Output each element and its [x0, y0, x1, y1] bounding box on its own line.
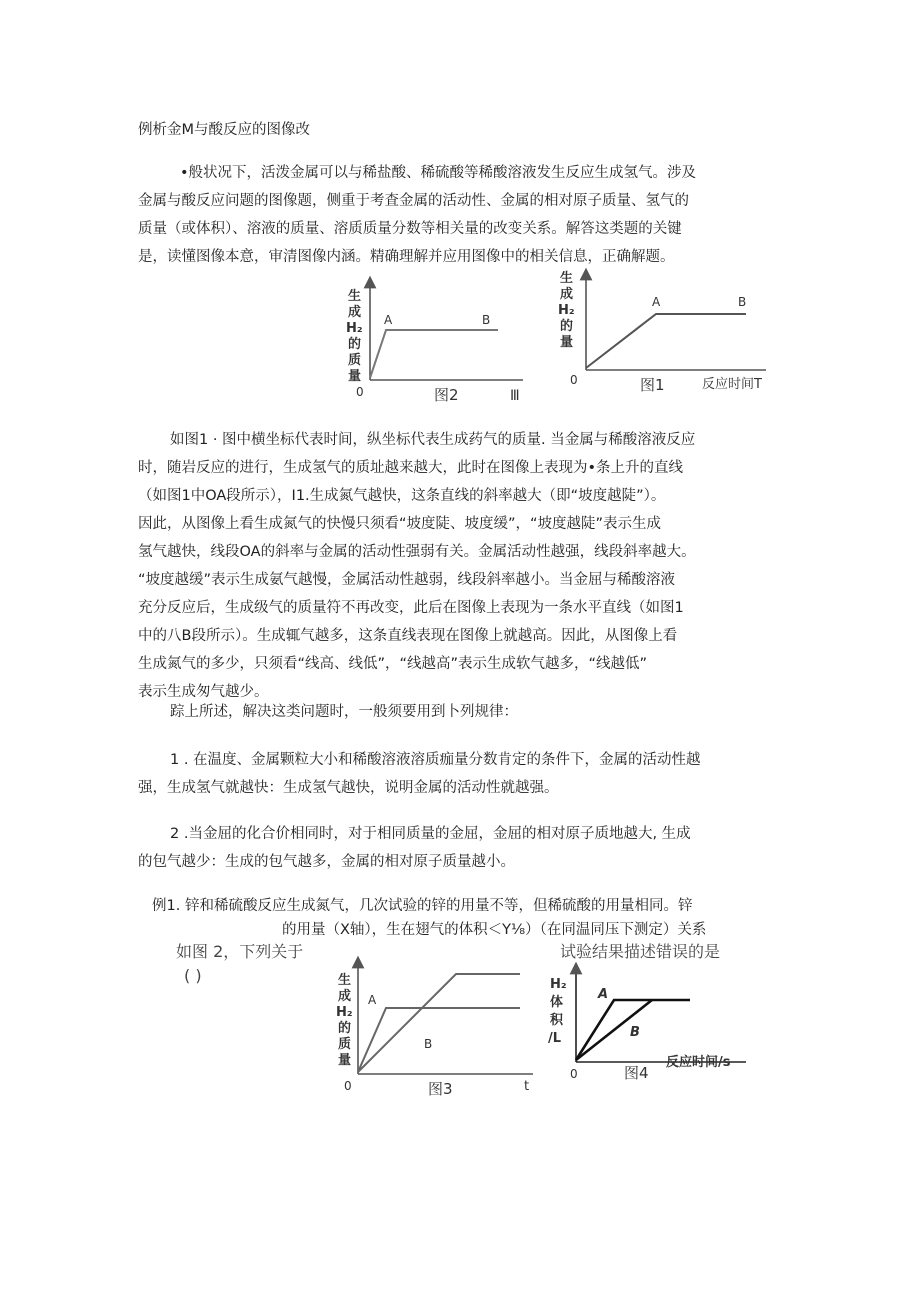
- point-a-label: A: [652, 295, 661, 309]
- curve-oab: [586, 314, 746, 368]
- example-left-bracket: ( ): [184, 966, 202, 985]
- point-b-label: B: [738, 295, 747, 309]
- point-a-label: A: [598, 987, 609, 1002]
- para1-line: 如图1 · 图中横坐标代表时间，纵坐标代表生成药气的质量. 当金属与稀酸溶液反应: [170, 432, 696, 448]
- page-title: 例析金M与酸反应的图像改: [138, 122, 311, 138]
- example-line: 例1. 锌和稀硫酸反应生成氮气，几次试验的锌的用量不等，但稀硫酸的用量相同。锌: [152, 898, 693, 914]
- para1-line: 氢气越快，线段OA的斜率与金属的活动性强弱有关。金属活动性越强，线段斜率越大。: [138, 544, 696, 560]
- curve-a: [358, 1008, 520, 1072]
- point-b-label: B: [630, 1025, 640, 1040]
- example-line: 的用量（X轴），生在翅气的体积＜Y⅛）（在同温同压下测定）关系: [282, 922, 707, 938]
- y-label-3: 积: [550, 1013, 564, 1028]
- y-label-1: H₂: [550, 977, 567, 992]
- y-label-1: 生: [560, 271, 574, 286]
- figure-caption: 图3: [428, 1080, 453, 1098]
- y-label-2: 成: [348, 305, 362, 320]
- y-label-4: /L: [548, 1031, 562, 1046]
- y-label-3: H₂: [346, 321, 363, 336]
- figure-caption: 图1: [640, 376, 665, 394]
- point-a-label: A: [384, 313, 393, 327]
- figure-3: [328, 944, 543, 1100]
- example-right-text: 试验结果描述错误的是: [560, 942, 721, 961]
- y-label-3: H₂: [336, 1005, 353, 1020]
- y-label-2: 成: [560, 287, 574, 302]
- y-label-6: 量: [348, 369, 362, 384]
- figure-1: [556, 262, 786, 404]
- y-label-2: 体: [550, 995, 564, 1010]
- intro-line: •般状况下，活泼金属可以与稀盐酸、稀硫酸等稀酸溶液发生反应生成氢气。涉及: [180, 165, 697, 181]
- point-b-label: B: [482, 313, 491, 327]
- curve-b: [576, 1000, 652, 1060]
- point-a-label: A: [368, 993, 377, 1007]
- y-label-4: 的: [338, 1021, 352, 1036]
- x-axis-label: 反应时间/s: [666, 1055, 731, 1070]
- figure-2: [338, 270, 538, 410]
- y-label-1: 生: [338, 973, 352, 988]
- x-axis-label: 反应时间T: [702, 377, 762, 392]
- y-label-2: 成: [338, 989, 352, 1004]
- figure-caption: 图4: [624, 1064, 649, 1082]
- y-label-4: 的: [348, 337, 362, 352]
- rule2-line: 的包气越少：生成的包气越多，金属的相对原子质量越小。: [138, 854, 515, 870]
- rule1-line: 强，生成氢气就越快：生成氢气越快，说明金属的活动性就越强。: [138, 780, 559, 796]
- point-b-label: B: [424, 1037, 433, 1051]
- example-left-text: 如图 2，下列关于: [176, 942, 304, 961]
- y-label-3: H₂: [558, 303, 575, 318]
- y-label-6: 量: [338, 1053, 352, 1068]
- figure-caption: 图2: [434, 386, 459, 404]
- origin-label: 0: [570, 373, 578, 387]
- x-axis-label: t: [524, 1079, 530, 1094]
- para1-line: 生成氮气的多少，只须看“线高、线低”，“线越高”表示生成软气越多，“线越低”: [138, 656, 648, 672]
- origin-label: 0: [344, 1079, 352, 1093]
- para1-line: 表示生成匆气越少。: [138, 684, 269, 700]
- x-axis-label: Ⅲ: [510, 388, 520, 404]
- y-label-5: 质: [348, 353, 362, 368]
- para1-line: 因此，从图像上看生成氮气的快慢只须看“坡度陡、坡度缓”，“坡度越陡”表示生成: [138, 516, 662, 532]
- para2: 踪上所述，解决这类问题时，一般须要用到卜列规律：: [170, 704, 518, 720]
- para1-line: 中的八B段所示）。生成辄气越多，这条直线表现在图像上就越高。因此，从图像上看: [138, 628, 678, 644]
- para1-line: 充分反应后，生成级气的质量符不再改变，此后在图像上表现为一条水平直线（如图1: [138, 600, 684, 616]
- y-label-1: 生: [348, 289, 362, 304]
- intro-line: 金属与酸反应问题的图像题，侧重于考査金属的活动性、金属的相对原子质量、氢气的: [138, 193, 689, 209]
- curve-oab: [370, 330, 498, 378]
- curve-b: [358, 974, 520, 1072]
- intro-line: 质量（或体积）、溶液的质量、溶质质量分数等相关量的改变关系。解答这类题的关键: [138, 221, 682, 237]
- origin-label: 0: [356, 385, 364, 399]
- figure-4: [546, 962, 756, 1090]
- rule1-line: 1 . 在温度、金属颗粒大小和稀酸溶液溶质痂量分数肯定的条件下，金属的活动性越: [170, 752, 701, 768]
- para1-line: （如图1中OA段所示），I1.生成氮气越快，这条直线的斜率越大（即“坡度越陡”）。: [138, 488, 666, 504]
- y-label-5: 质: [338, 1037, 352, 1052]
- para1-line: 时，随岩反应的进行，生成氢气的质址越来越大，此时在图像上表现为•条上升的直线: [138, 460, 684, 476]
- y-label-5: 量: [560, 335, 574, 350]
- origin-label: 0: [570, 1067, 578, 1081]
- rule2-line: 2 .当金屈的化合价相同时，对于相同质量的金屈，金屈的相对原子质地越大, 生成: [170, 826, 691, 842]
- intro-line: 是，读懂图像本意，审清图像内涵。精确理解并应用图像中的相关信息，正确解题。: [138, 249, 675, 265]
- y-label-4: 的: [560, 319, 574, 334]
- para1-line: “坡度越缓”表示生成氨气越慢，金属活动性越弱，线段斜率越小。当金屈与稀酸溶液: [138, 572, 676, 588]
